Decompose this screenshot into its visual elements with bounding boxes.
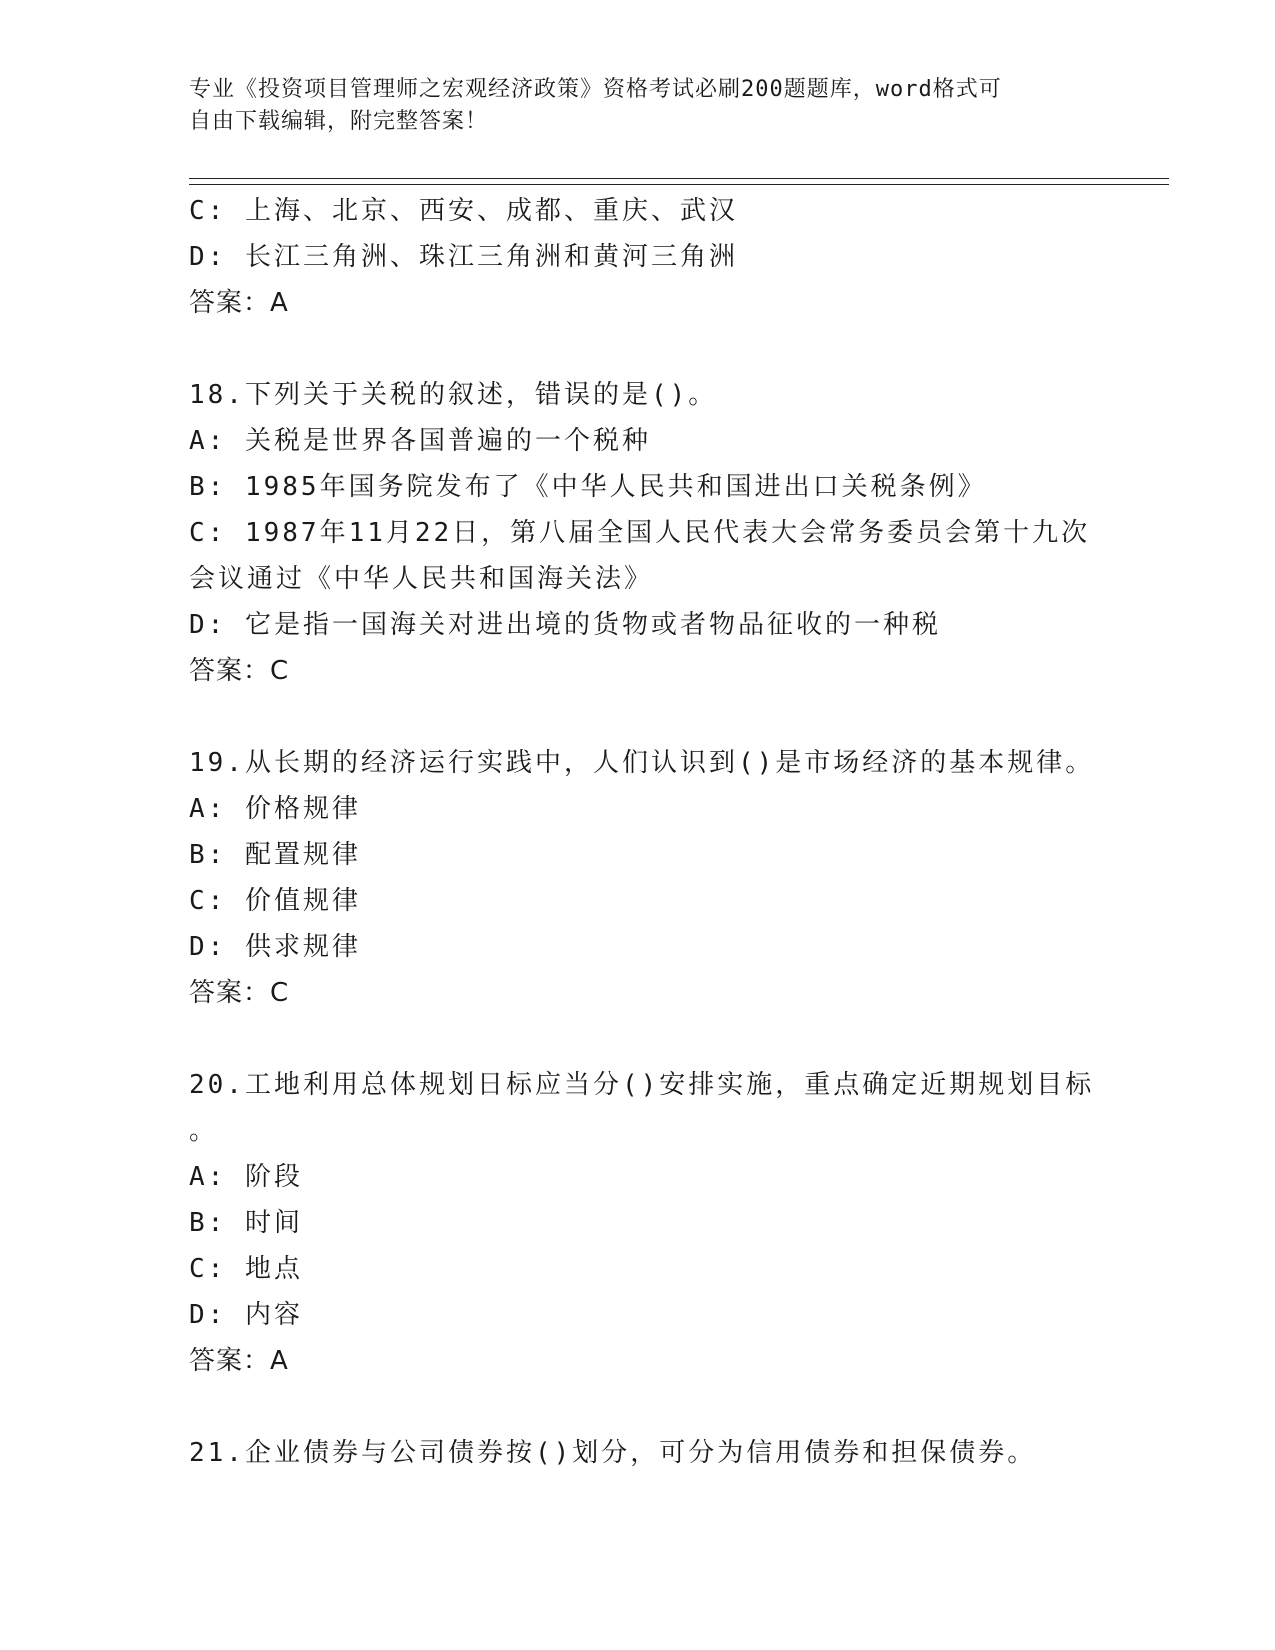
q20-answer: 答案：A: [189, 1346, 289, 1376]
q19-option-b: B: 配置规律: [189, 840, 361, 870]
spacer: [189, 326, 1089, 372]
question-21-block: [189, 1430, 1089, 1476]
q19-option-c: C: 价值规律: [189, 886, 361, 916]
q18-option-b: B: 1985年国务院发布了《中华人民共和国进出口关税条例》: [189, 472, 987, 502]
q19-answer: 答案：C: [189, 978, 290, 1008]
q20-stem-line-2: 。: [189, 1116, 219, 1146]
q20-option-a: A: 阶段: [189, 1162, 303, 1192]
q19-option-d: D: 供求规律: [189, 932, 361, 962]
q20-option-d: D: 内容: [189, 1300, 303, 1330]
question-18-block: [189, 372, 1089, 694]
q20-stem-line-1: 20.工地利用总体规划日标应当分()安排实施，重点确定近期规划目标: [189, 1070, 1095, 1100]
spacer: [189, 694, 1089, 740]
q17-option-c: C: 上海、北京、西安、成都、重庆、武汉: [189, 196, 738, 226]
document-header: [189, 74, 1069, 138]
spacer: [189, 1016, 1089, 1062]
q21-stem: 21.企业债券与公司债券按()划分，可分为信用债券和担保债券。: [189, 1438, 1037, 1468]
q19-stem: 19.从长期的经济运行实践中，人们认识到()是市场经济的基本规律。: [189, 748, 1095, 778]
q18-option-c-line-1: C: 1987年11月22日，第八届全国人民代表大会常务委员会第十九次: [189, 518, 1091, 548]
header-title-line-2: 自由下载编辑，附完整答案！: [189, 109, 489, 134]
q18-stem: 18.下列关于关税的叙述，错误的是()。: [189, 380, 718, 410]
question-20-block: [189, 1062, 1095, 1384]
q18-option-a: A: 关税是世界各国普遍的一个税种: [189, 426, 651, 456]
question-17-block: [189, 188, 1089, 326]
q17-answer: 答案：A: [189, 288, 289, 318]
q18-option-c-line-2: 会议通过《中华人民共和国海关法》: [189, 564, 654, 594]
q17-option-d: D: 长江三角洲、珠江三角洲和黄河三角洲: [189, 242, 738, 272]
q20-option-b: B: 时间: [189, 1208, 303, 1238]
question-content: [189, 188, 1095, 1476]
question-19-block: [189, 740, 1095, 1016]
q20-option-c: C: 地点: [189, 1254, 303, 1284]
q18-answer: 答案：C: [189, 656, 290, 686]
header-divider: [189, 178, 1169, 185]
header-title-line-1: 专业《投资项目管理师之宏观经济政策》资格考试必刷200题题库，word格式可: [189, 77, 1002, 102]
q18-option-d: D: 它是指一国海关对进出境的货物或者物品征收的一种税: [189, 610, 941, 640]
q19-option-a: A: 价格规律: [189, 794, 361, 824]
spacer: [189, 1384, 1089, 1430]
